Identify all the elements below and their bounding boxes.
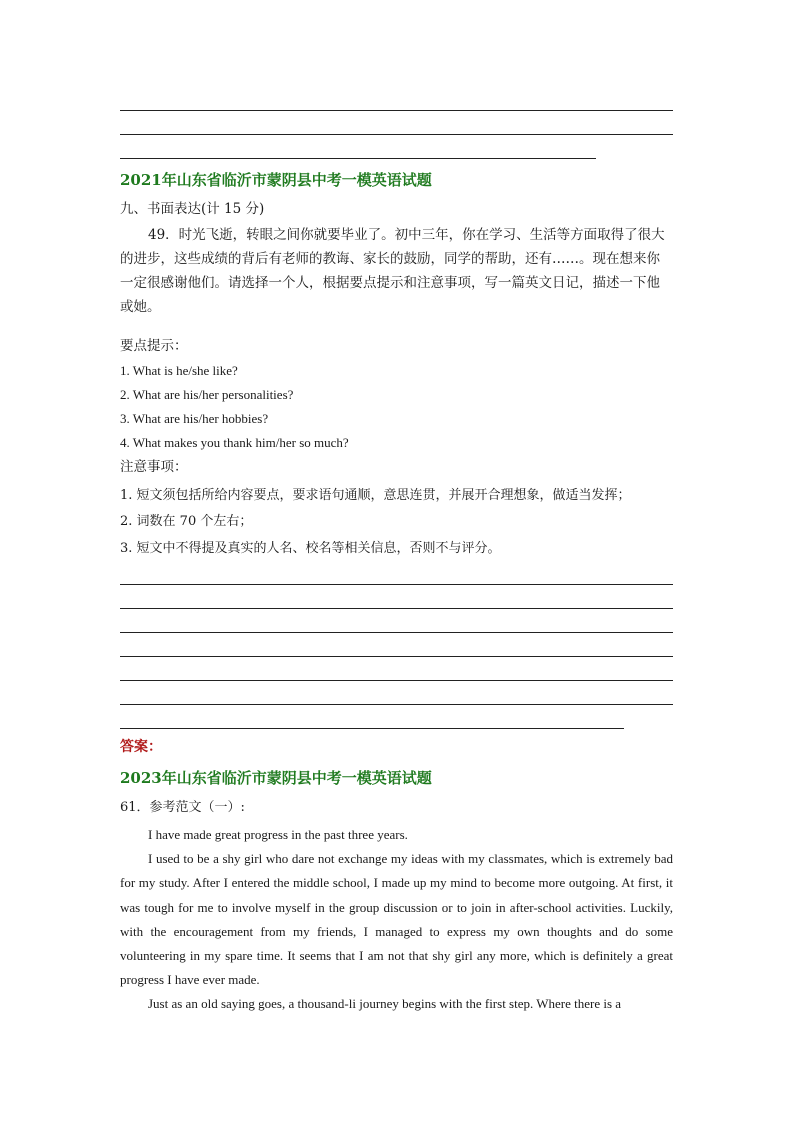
notes-label: 注意事项： (120, 459, 188, 475)
writing-line (120, 110, 673, 111)
question-text: 49．时光飞逝，转眼之间你就要毕业了。初中三年，你在学习、生活等方面取得了很大的进步，这些成绩的背后有老师的教诲、家长的鼓励，同学的帮助，还有……。现在想来你一定很感谢他们。请选择一个人，根据要点提示和注意事项，写一篇英文日记，描述一下他或她。 (120, 227, 665, 315)
key-point-item: 1. What is he/she like? (120, 363, 238, 378)
writing-line (120, 728, 624, 729)
essay-paragraph: I have made great progress in the past three years. (148, 827, 408, 842)
writing-line (120, 584, 673, 585)
essay-paragraph: I used to be a shy girl who dare not exchange my ideas with my classmates, which is extremely bad for my study. After I entered the middle school, I made up my mind to become more outgoing. At first, it was tough for me to involve myself in the group discussion or to join in after-school activities. Luckily, with the encouragement from my friends, I managed to express my own thoughts and do some volunteering in my spare time. It seems that I am not that shy girl any more, which is definitely a great progress I have ever made. (120, 851, 673, 988)
key-point-item: 2. What are his/her personalities? (120, 387, 294, 402)
note-item: 1. 短文须包括所给内容要点，要求语句通顺，意思连贯，并展开合理想象，做适当发挥； (120, 488, 631, 503)
writing-line (120, 632, 673, 633)
writing-line (120, 704, 673, 705)
key-points-label: 要点提示： (120, 338, 188, 354)
writing-line (120, 680, 673, 681)
exam-title: 2021年山东省临沂市蒙阴县中考一模英语试题 (120, 171, 432, 189)
note-item: 2. 词数在 70 个左右； (120, 514, 253, 529)
key-point-item: 3. What are his/her hobbies? (120, 411, 269, 426)
essay-paragraph: Just as an old saying goes, a thousand-li journey begins with the first step. Where there is a (148, 996, 622, 1012)
writing-line (120, 656, 673, 657)
section-heading: 九、书面表达(计 15 分) (120, 201, 265, 217)
sample-essay (120, 823, 673, 1017)
writing-line (120, 134, 673, 135)
note-item: 3. 短文中不得提及真实的人名、校名等相关信息，否则不与评分。 (120, 541, 501, 556)
key-point-item: 4. What makes you thank him/her so much? (120, 435, 349, 450)
writing-line (120, 608, 673, 609)
writing-line (120, 158, 596, 159)
exam-title: 2023年山东省临沂市蒙阴县中考一模英语试题 (120, 769, 432, 787)
answer-label: 答案： (120, 739, 162, 755)
sample-heading: 61．参考范文（一）: (120, 800, 245, 815)
